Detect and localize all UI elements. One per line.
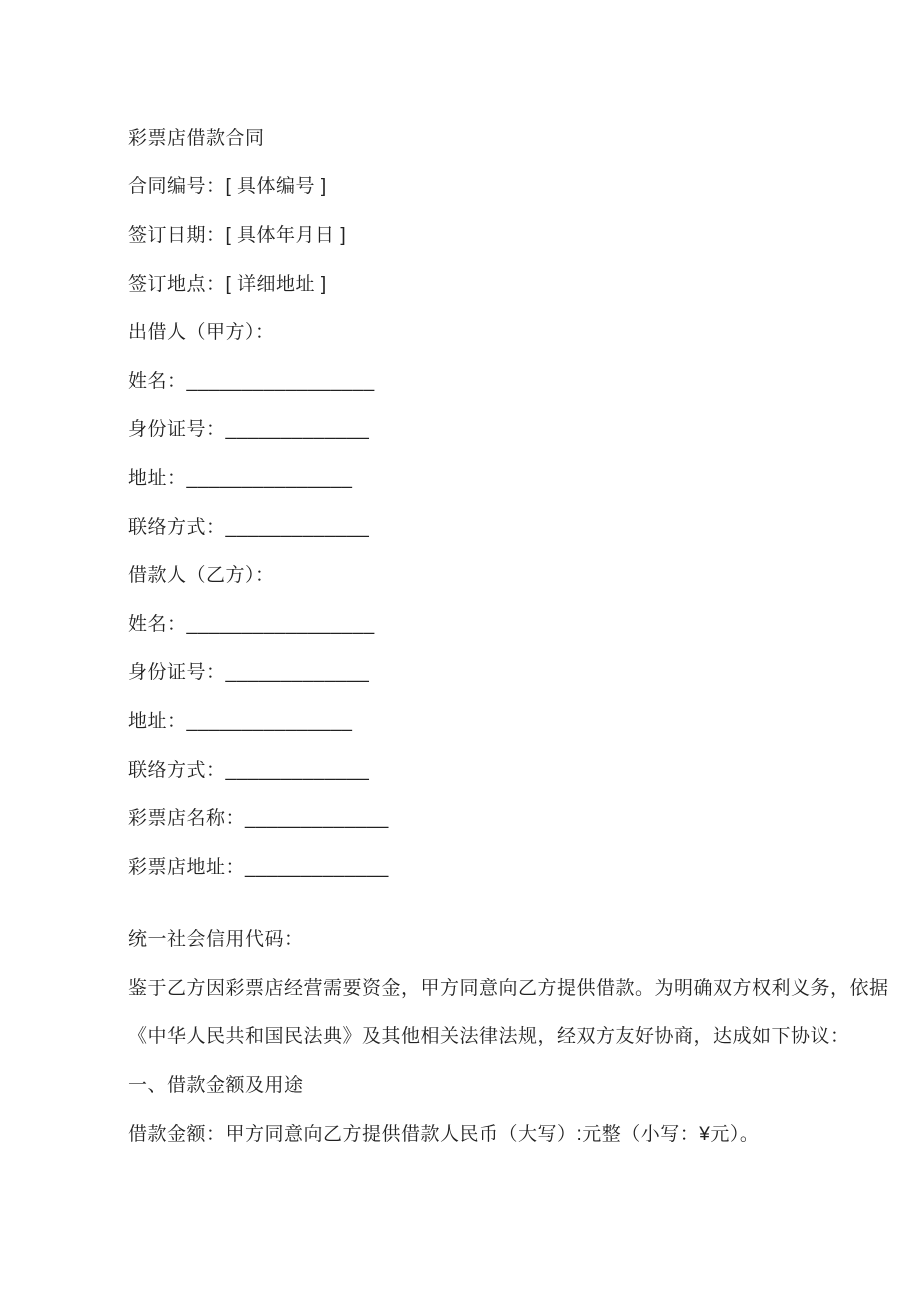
borrower-id-number-line: 身份证号：_____________ — [128, 662, 370, 684]
preamble-line-2: 《中华人民共和国民法典》及其他相关法律法规，经双方友好协商，达成如下协议： — [128, 1026, 850, 1048]
document-body — [128, 114, 889, 1158]
lottery-shop-address-line: 彩票店地址：_____________ — [128, 856, 389, 878]
loan-amount-line: 借款金额：甲方同意向乙方提供借款人民币（大写）:元整（小写：¥元）。 — [128, 1123, 760, 1145]
doc-title: 彩票店借款合同 — [128, 127, 265, 149]
borrower-name-line: 姓名：_________________ — [128, 613, 375, 635]
section-1-heading: 一、借款金额及用途 — [128, 1075, 304, 1097]
lender-name-line: 姓名：_________________ — [128, 370, 375, 392]
lender-party-a-heading: 出借人（甲方）： — [128, 322, 275, 344]
borrower-party-b-heading: 借款人（乙方）： — [128, 565, 275, 587]
preamble-line-1: 鉴于乙方因彩票店经营需要资金，甲方同意向乙方提供借款。为明确双方权利义务，依据 — [128, 977, 889, 999]
lender-contact-line: 联络方式：_____________ — [128, 516, 370, 538]
lender-address-line: 地址：_______________ — [128, 467, 353, 489]
credit-code-line: 统一社会信用代码： — [128, 929, 304, 951]
lender-id-number-line: 身份证号：_____________ — [128, 419, 370, 441]
lottery-shop-name-line: 彩票店名称：_____________ — [128, 808, 389, 830]
signing-date-line: 签订日期：[ 具体年月日 ] — [128, 224, 347, 246]
signing-place-line: 签订地点：[ 详细地址 ] — [128, 273, 327, 295]
borrower-contact-line: 联络方式：_____________ — [128, 759, 370, 781]
borrower-address-line: 地址：_______________ — [128, 710, 353, 732]
contract-number-line: 合同编号：[ 具体编号 ] — [128, 176, 327, 198]
